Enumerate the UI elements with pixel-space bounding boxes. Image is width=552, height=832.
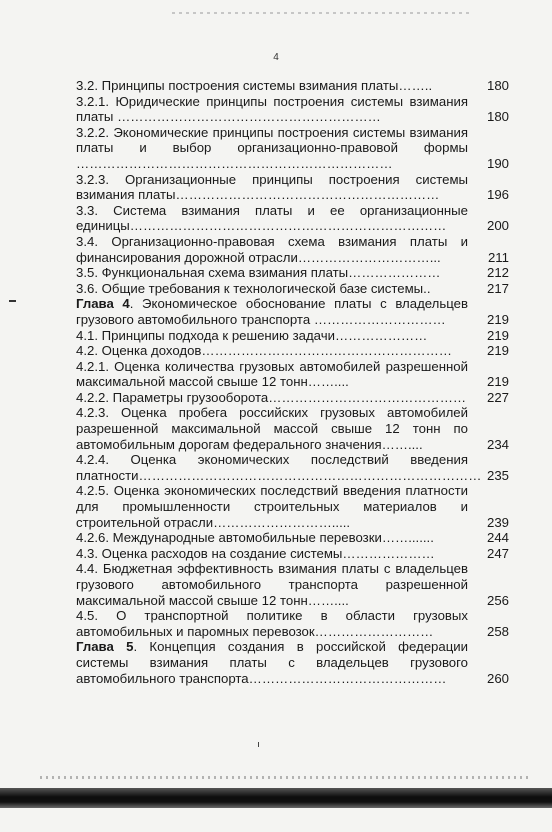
toc-entry (76, 328, 509, 344)
toc-entry (76, 172, 509, 203)
toc-page-number: 227 (486, 389, 509, 405)
toc-page-number: 190 (486, 155, 509, 171)
toc-entry-title: 3.2.3. Организационные принципы построения системы взимания платы…………………………………………………… (76, 171, 468, 203)
toc-entry-title: 4.2. Оценка доходов………………………………………………… (76, 343, 452, 359)
toc-entry (76, 483, 509, 530)
toc-entry-title: 4.4. Бюджетная эффективность взимания платы с владельцев грузового автомобильного транспорта разрешенной максимальной массой свыше 12 тонн…….... (76, 561, 468, 608)
toc-entry (76, 359, 509, 390)
toc-entry-title (76, 296, 468, 327)
scan-artifact-tick (258, 742, 259, 747)
chapter-label: Глава 4 (76, 296, 130, 312)
toc-entry-title: 3.6. Общие требования к технологической базе системы.. (76, 280, 431, 296)
toc-entry (76, 530, 509, 546)
toc-entry (76, 343, 509, 359)
toc-entry-title: 4.1. Принципы подхода к решению задачи………………… (76, 327, 428, 343)
scan-artifact-top (172, 12, 472, 14)
chapter-label: Глава 5 (76, 639, 134, 655)
toc-page-number: 180 (486, 78, 509, 93)
toc-page-number: 219 (486, 343, 509, 359)
toc-entry-title: 4.2.4. Оценка экономических последствий введения платности…………………………………………………………………… (76, 452, 482, 483)
toc-entry (76, 203, 509, 234)
toc-entry (76, 94, 509, 125)
toc-entry (76, 281, 509, 297)
toc-page-number: 180 (486, 109, 509, 125)
toc-entry (76, 265, 509, 281)
toc-entry-title: 4.2.3. Оценка пробега российских грузовых автомобилей разрешенной максимальной массой свыше 12 тонн по автомобильным дорогам федерального значения…….... (76, 405, 468, 452)
toc-entry (76, 546, 509, 562)
toc-entry-title: 4.2.6. Международные автомобильные перевозки……....... (76, 530, 434, 546)
toc-page-number: 239 (486, 514, 509, 530)
toc-entry (76, 390, 509, 406)
toc-entry (76, 561, 509, 608)
scan-artifact-bottom-dots (40, 776, 530, 779)
toc-page-number: 256 (486, 592, 509, 608)
toc-page-number: 196 (486, 187, 509, 203)
chapter-title: . Концепция создания в российской федерации системы взимания платы с владельцев грузового автомобильного транспорта……………………………………… (76, 639, 469, 686)
toc-page-number: 219 (486, 311, 509, 327)
toc-entry-title: 4.2.2. Параметры грузооборота……………………………………… (76, 389, 467, 405)
toc-page-number: 258 (486, 623, 509, 639)
toc-page-number: 234 (486, 436, 509, 452)
toc-entry-title: 4.5. О транспортной политике в области грузовых автомобильных и паромных перевозок……………………… (76, 608, 468, 639)
toc-page-number: 247 (486, 545, 509, 561)
scan-artifact-left (9, 300, 16, 302)
toc-entry-title: 4.2.1. Оценка количества грузовых автомобилей разрешенной максимальной массой свыше 12 тонн…….... (76, 358, 468, 390)
toc-page-number: 217 (486, 280, 509, 296)
toc-chapter (76, 296, 509, 327)
page-number: 4 (273, 52, 279, 63)
toc-page-number: 260 (486, 670, 509, 686)
toc-page-number: 200 (486, 218, 509, 234)
toc-page-number: 244 (486, 530, 509, 546)
toc-entry-title: 3.2. Принципы построения системы взимания платы…….. (76, 78, 433, 93)
toc-entry-title: 3.2.2. Экономические принципы построения системы взимания платы и выбор организационно-правовой формы ……………………………………………………………… (76, 124, 468, 171)
toc-page-number: 211 (487, 249, 509, 265)
toc-entry-title: 3.2.1. Юридические принципы построения системы взимания платы …………………………………………………… (76, 93, 468, 125)
toc-entry (76, 405, 509, 452)
toc-entry-title: 3.3. Система взимания платы и ее организационные единицы……………………………………………………………… (76, 202, 468, 234)
toc-entry (76, 608, 509, 639)
toc-entry (76, 78, 509, 94)
toc-entry-title: 3.5. Функциональная схема взимания платы………………… (76, 265, 441, 281)
toc-entry-title: 4.2.5. Оценка экономических последствий введения платности для промышленности строительных материалов и строительной отрасли………………………..... (76, 483, 468, 530)
toc-page-number: 212 (486, 265, 509, 281)
toc-page-number: 235 (486, 467, 509, 483)
table-of-contents (76, 78, 509, 686)
toc-entry-title (76, 639, 468, 686)
toc-entry-title: 4.3. Оценка расходов на создание системы………………… (76, 545, 435, 561)
toc-entry (76, 234, 509, 265)
toc-page-number: 219 (486, 327, 509, 343)
chapter-title: . Экономическое обоснование платы с владельцев грузового автомобильного транспорта ………………………… (76, 296, 468, 327)
toc-entry-title: 3.4. Организационно-правовая схема взимания платы и финансирования дорожной отрасли…………………………... (76, 233, 468, 265)
toc-entry (76, 125, 509, 172)
toc-page-number: 219 (486, 374, 509, 390)
scan-artifact-bottom-bar (0, 788, 552, 808)
toc-entry (76, 452, 509, 483)
toc-chapter (76, 639, 509, 686)
